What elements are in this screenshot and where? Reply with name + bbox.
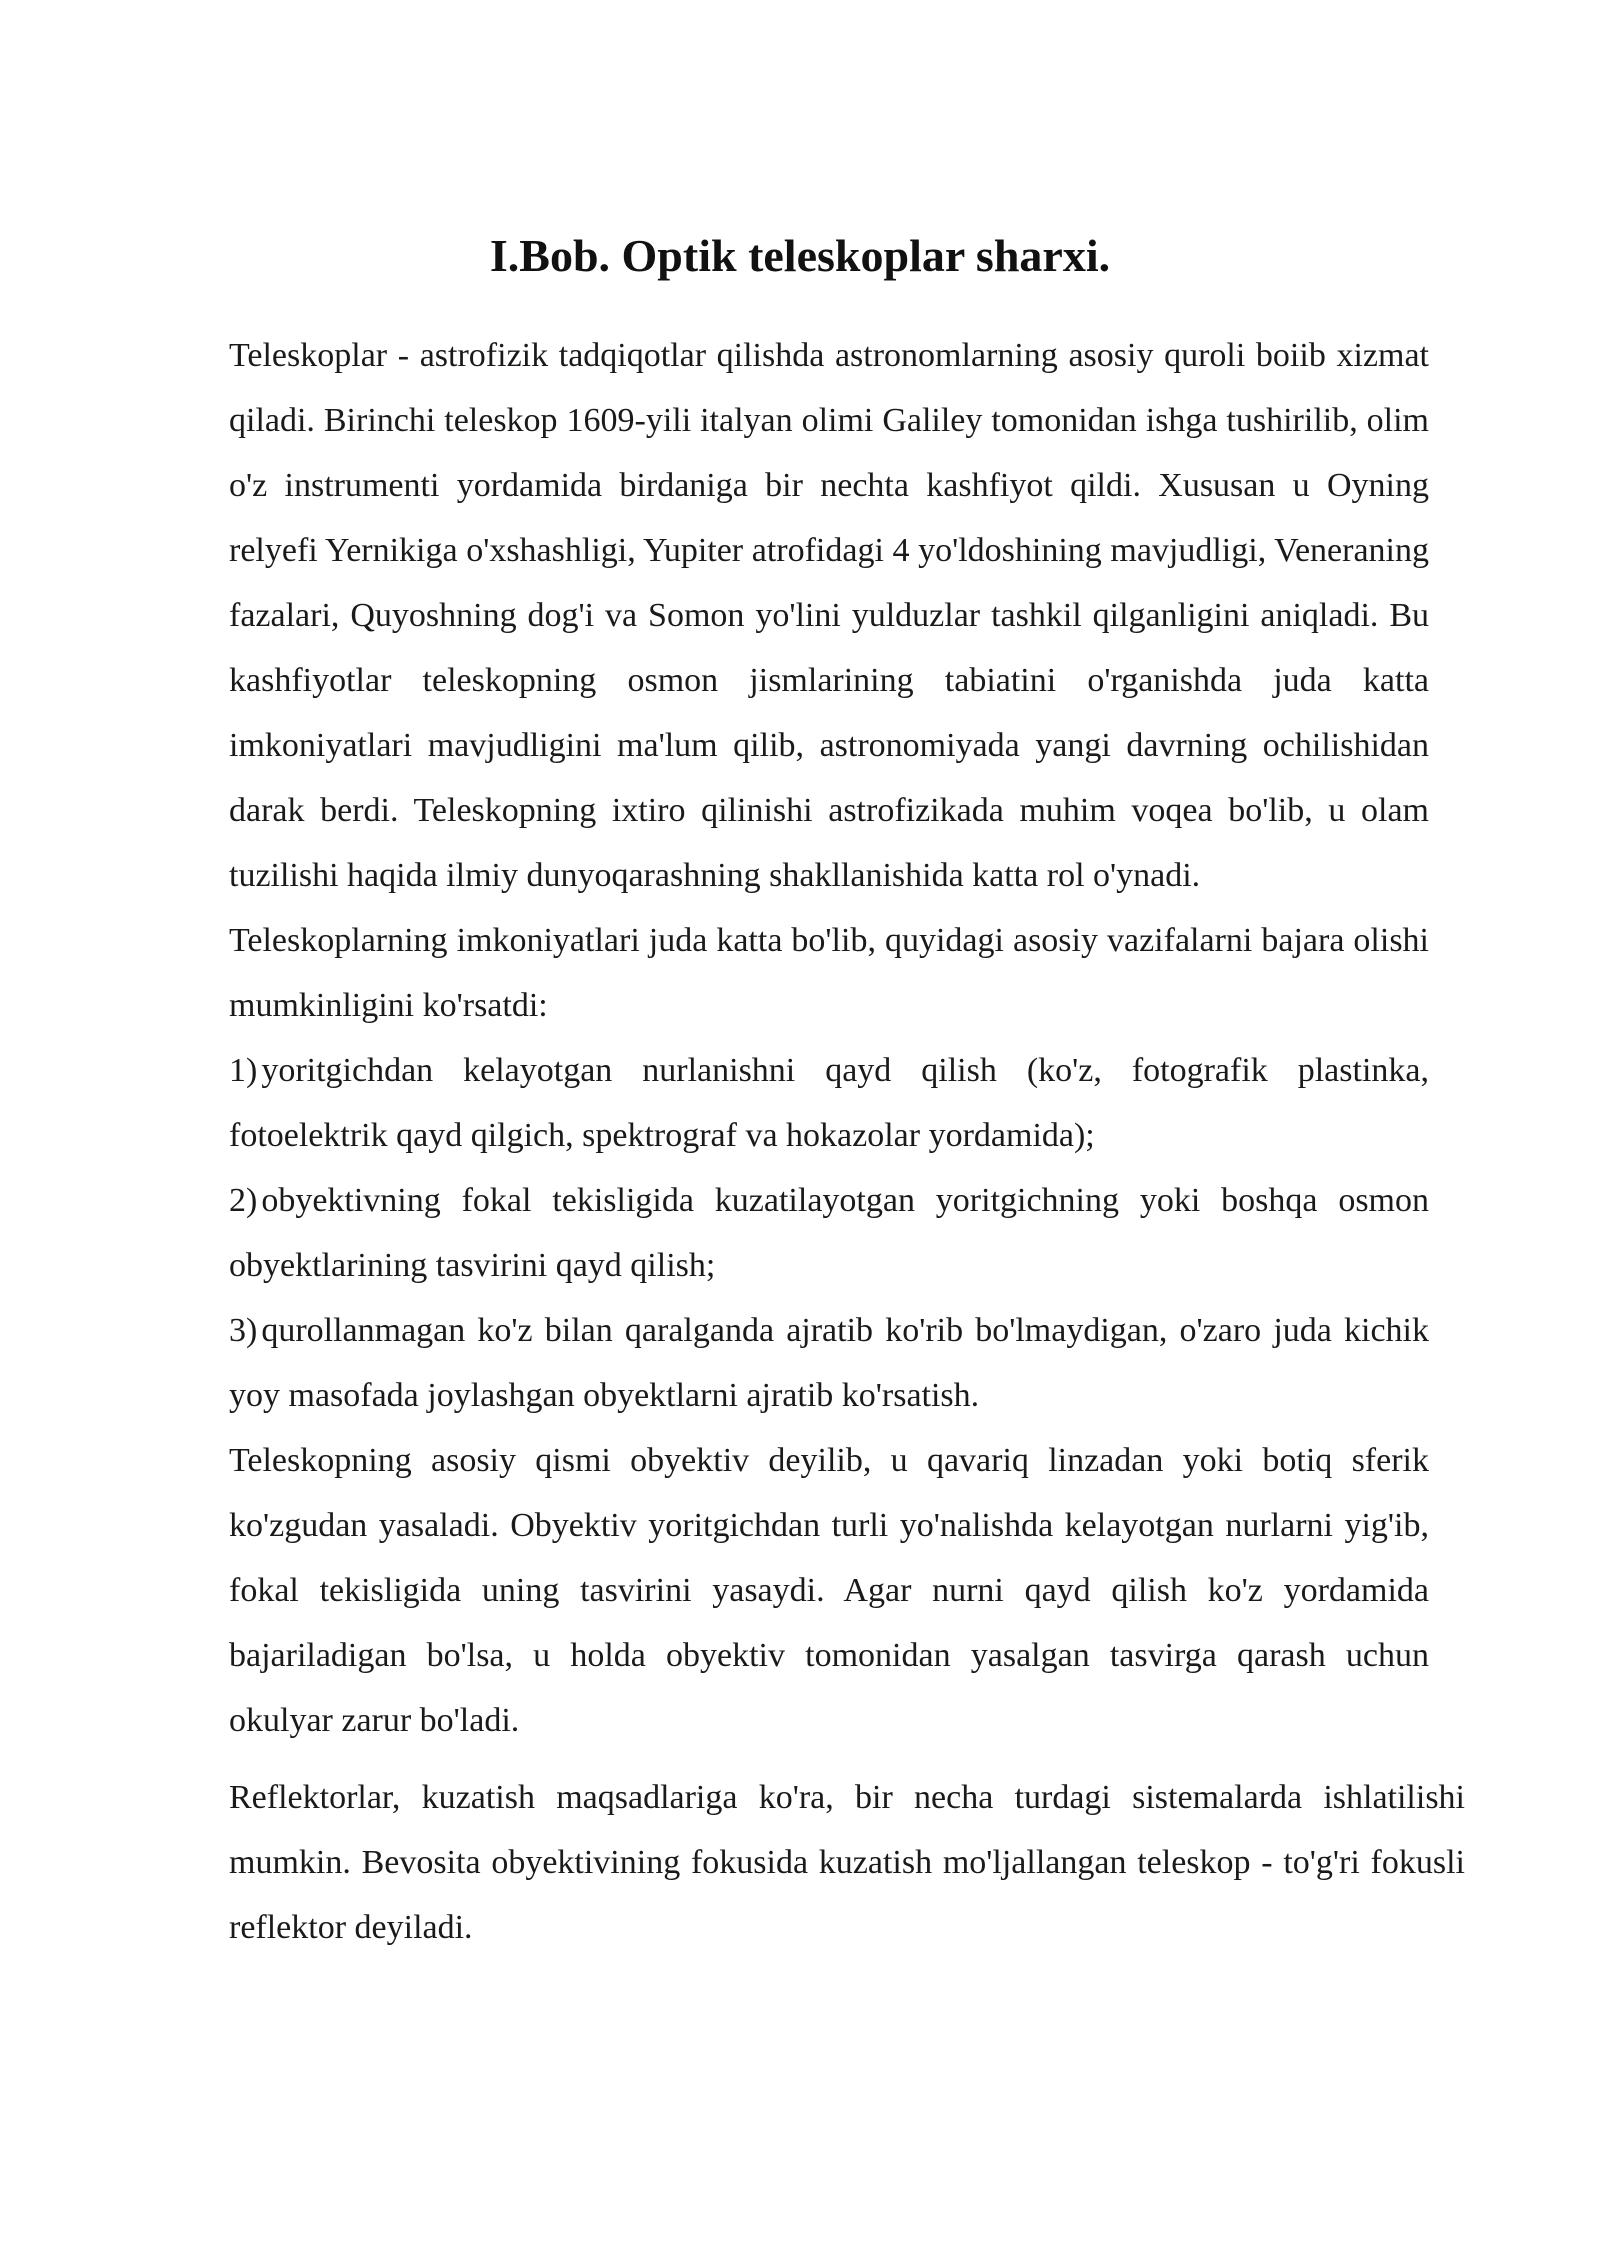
document-body [229, 323, 1465, 1960]
chapter-title: I.Bob. Optik teleskoplar sharxi. [489, 230, 1111, 281]
list-item-3-number: 3) [229, 1312, 258, 1349]
list-item-2-text: obyektivning fokal tekisligida kuzatilayotgan yoritgichning yoki boshqa osmon obyektlarining tasvirini qayd qilish; [229, 1182, 1429, 1284]
intro-paragraph: Teleskoplar - astrofizik tadqiqotlar qilishda astronomlarning asosiy quroli boiib xizmat qiladi. Birinchi teleskop 1609-yili italyan olimi Galiley tomonidan ishga tushirilib, olim o'z instrumenti yordamida birdaniga bir nechta kashfiyot qildi. Xususan u Oyning relyefi Yernikiga o'xshashligi, Yupiter atrofidagi 4 yo'ldoshining mavjudligi, Veneraning fazalari, Quyoshning dog'i va Somon yo'lini yulduzlar tashkil qilganligini aniqladi. Bu kashfiyotlar teleskopning osmon jismlarining tabiatini o'rganishda juda katta imkoniyatlari mavjudligini ma'lum qilib, astronomiyada yangi davrning ochilishidan darak berdi. Teleskopning ixtiro qilinishi astrofizikada muhim voqea bo'lib, u olam tuzilishi haqida ilmiy dunyoqarashning shakllanishida katta rol o'ynadi. [229, 337, 1429, 894]
capabilities-paragraph: Teleskoplarning imkoniyatlari juda katta bo'lib, quyidagi asosiy vazifalarni bajara olishi mumkinligini ko'rsatdi: [229, 922, 1429, 1024]
list-item-1 [229, 1038, 1429, 1168]
list-item-1-text: yoritgichdan kelayotgan nurlanishni qayd qilish (ko'z, fotografik plastinka, fotoelektrik qayd qilgich, spektrograf va hokazolar yordamida); [229, 1052, 1429, 1154]
list-item-2-number: 2) [229, 1182, 258, 1219]
list-item-1-number: 1) [229, 1052, 258, 1089]
reflectors-paragraph: Reflektorlar, kuzatish maqsadlariga ko'ra, bir necha turdagi sistemalarda ishlatilishi mumkin. Bevosita obyektivining fokusida kuzatish mo'ljallangan teleskop - to'g'ri fokusli reflektor deyiladi. [229, 1779, 1465, 1946]
objective-paragraph: Teleskopning asosiy qismi obyektiv deyilib, u qavariq linzadan yoki botiq sferik ko'zgudan yasaladi. Obyektiv yoritgichdan turli yo'nalishda kelayotgan nurlarni yig'ib, fokal tekisligida uning tasvirini yasaydi. Agar nurni qayd qilish ko'z yordamida bajariladigan bo'lsa, u holda obyektiv tomonidan yasalgan tasvirga qarash uchun okulyar zarur bo'ladi. [229, 1442, 1429, 1739]
list-item-2 [229, 1168, 1429, 1298]
list-item-3 [229, 1298, 1429, 1428]
list-item-3-text: qurollanmagan ko'z bilan qaralganda ajratib ko'rib bo'lmaydigan, o'zaro juda kichik yoy masofada joylashgan obyektlarni ajratib ko'rsatish. [229, 1312, 1429, 1414]
